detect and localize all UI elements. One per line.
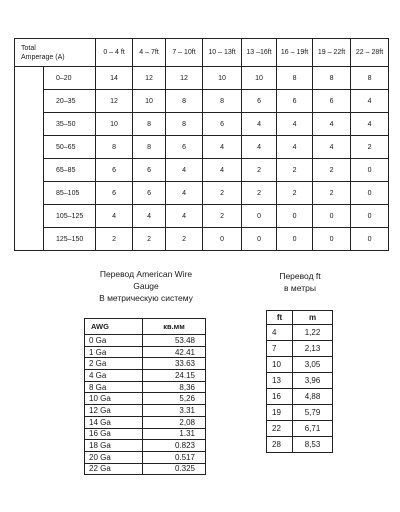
- row-indent-cell: [15, 159, 44, 182]
- feet-value-cell: 19: [267, 405, 293, 421]
- table-row: [85, 416, 206, 428]
- row-indent-cell: [15, 205, 44, 228]
- meters-value-cell: 8,53: [293, 437, 333, 453]
- gauge-value-cell: 8: [96, 136, 133, 159]
- table-row: [85, 405, 206, 417]
- column-header: 16 – 19ft: [277, 39, 313, 67]
- table-row: [267, 373, 333, 389]
- gauge-value-cell: 8: [203, 90, 242, 113]
- amperage-range-cell: 35–50: [44, 113, 96, 136]
- awg-gauge-cell: 1 Ga: [85, 346, 143, 358]
- gauge-value-cell: 4: [166, 182, 203, 205]
- gauge-value-cell: 0: [313, 228, 351, 251]
- awg-gauge-cell: 2 Ga: [85, 358, 143, 370]
- gauge-value-cell: 8: [133, 136, 166, 159]
- sq-mm-value-cell: 1.31: [143, 428, 206, 440]
- awg-gauge-cell: 18 Ga: [85, 440, 143, 452]
- awg-title-line1: Перевод American Wire: [99, 269, 193, 279]
- sq-mm-value-cell: 3.31: [143, 405, 206, 417]
- feet-value-cell: 22: [267, 421, 293, 437]
- sq-mm-value-cell: 0.823: [143, 440, 206, 452]
- gauge-value-cell: 8: [277, 67, 313, 90]
- table-row: [15, 182, 389, 205]
- table-row: [267, 421, 333, 437]
- awg-column-header: AWG: [85, 319, 143, 335]
- gauge-value-cell: 4: [277, 136, 313, 159]
- gauge-value-cell: 0: [277, 205, 313, 228]
- gauge-value-cell: 4: [351, 90, 389, 113]
- gauge-value-cell: 0: [351, 228, 389, 251]
- sq-mm-value-cell: 5,26: [143, 393, 206, 405]
- meters-value-cell: 6,71: [293, 421, 333, 437]
- gauge-value-cell: 10: [133, 90, 166, 113]
- table-row: [267, 341, 333, 357]
- gauge-value-cell: 4: [166, 159, 203, 182]
- table-row: [15, 205, 389, 228]
- gauge-value-cell: 6: [133, 182, 166, 205]
- table-row: [267, 357, 333, 373]
- gauge-value-cell: 2: [203, 205, 242, 228]
- amperage-range-cell: 65–85: [44, 159, 96, 182]
- column-header: 13 –16ft: [242, 39, 277, 67]
- table-row: [85, 358, 206, 370]
- awg-title-line3: В метрическую систему: [99, 293, 193, 303]
- meters-value-cell: 5,79: [293, 405, 333, 421]
- meters-value-cell: 1,22: [293, 325, 333, 341]
- feet-value-cell: 28: [267, 437, 293, 453]
- table-row: [15, 90, 389, 113]
- sq-mm-value-cell: 2,08: [143, 416, 206, 428]
- gauge-value-cell: 4: [313, 136, 351, 159]
- row-indent-cell: [15, 67, 44, 90]
- gauge-value-cell: 2: [203, 182, 242, 205]
- gauge-value-cell: 4: [133, 205, 166, 228]
- gauge-value-cell: 10: [96, 113, 133, 136]
- gauge-value-cell: 6: [242, 90, 277, 113]
- gauge-value-cell: 4: [351, 113, 389, 136]
- amperage-range-cell: 50–65: [44, 136, 96, 159]
- column-header: 22 – 28ft: [351, 39, 389, 67]
- row-indent-cell: [15, 136, 44, 159]
- amperage-header-line1: Total: [21, 44, 36, 52]
- amperage-range-cell: 105–125: [44, 205, 96, 228]
- gauge-value-cell: 14: [96, 67, 133, 90]
- awg-conversion-title: [84, 268, 208, 304]
- amperage-gauge-table: [14, 38, 389, 251]
- gauge-value-cell: 2: [277, 159, 313, 182]
- table-row: [85, 440, 206, 452]
- gauge-value-cell: 12: [96, 90, 133, 113]
- table-row: [85, 451, 206, 463]
- feet-value-cell: 10: [267, 357, 293, 373]
- gauge-value-cell: 6: [133, 159, 166, 182]
- gauge-value-cell: 6: [203, 113, 242, 136]
- gauge-value-cell: 8: [166, 113, 203, 136]
- amperage-range-cell: 125–150: [44, 228, 96, 251]
- gauge-value-cell: 6: [96, 159, 133, 182]
- gauge-value-cell: 8: [313, 67, 351, 90]
- awg-gauge-cell: 20 Ga: [85, 451, 143, 463]
- table-row: [85, 463, 206, 475]
- row-indent-cell: [15, 182, 44, 205]
- gauge-value-cell: 0: [351, 182, 389, 205]
- meters-value-cell: 4,88: [293, 389, 333, 405]
- feet-value-cell: 16: [267, 389, 293, 405]
- amperage-range-cell: 85–105: [44, 182, 96, 205]
- gauge-value-cell: 8: [351, 67, 389, 90]
- table-row: [267, 437, 333, 453]
- gauge-value-cell: 0: [203, 228, 242, 251]
- gauge-value-cell: 0: [242, 228, 277, 251]
- gauge-value-cell: 0: [351, 159, 389, 182]
- sq-mm-column-header: кв.мм: [143, 319, 206, 335]
- gauge-value-cell: 0: [351, 205, 389, 228]
- awg-gauge-cell: 14 Ga: [85, 416, 143, 428]
- table-row: [85, 381, 206, 393]
- sq-mm-value-cell: 0.325: [143, 463, 206, 475]
- gauge-value-cell: 0: [277, 228, 313, 251]
- table-row: [85, 428, 206, 440]
- sq-mm-value-cell: 0.517: [143, 451, 206, 463]
- awg-gauge-cell: 16 Ga: [85, 428, 143, 440]
- gauge-value-cell: 4: [242, 113, 277, 136]
- feet-value-cell: 13: [267, 373, 293, 389]
- gauge-value-cell: 0: [313, 205, 351, 228]
- gauge-value-cell: 2: [242, 159, 277, 182]
- awg-title-line2: Gauge: [133, 281, 159, 291]
- gauge-value-cell: 4: [203, 159, 242, 182]
- ft-column-header: ft: [267, 311, 293, 325]
- gauge-value-cell: 6: [96, 182, 133, 205]
- row-indent-cell: [15, 113, 44, 136]
- column-header: 4 – 7ft: [133, 39, 166, 67]
- feet-value-cell: 4: [267, 325, 293, 341]
- awg-gauge-cell: 10 Ga: [85, 393, 143, 405]
- table-row: [15, 159, 389, 182]
- table-row: [267, 325, 333, 341]
- table-header-row: [15, 39, 389, 67]
- table-row: [15, 136, 389, 159]
- gauge-value-cell: 12: [166, 67, 203, 90]
- gauge-value-cell: 10: [242, 67, 277, 90]
- gauge-value-cell: 4: [242, 136, 277, 159]
- gauge-value-cell: 4: [166, 205, 203, 228]
- awg-gauge-cell: 22 Ga: [85, 463, 143, 475]
- awg-conversion-table: [84, 318, 206, 475]
- m-column-header: m: [293, 311, 333, 325]
- sq-mm-value-cell: 24.15: [143, 370, 206, 382]
- table-row: [85, 393, 206, 405]
- amperage-range-cell: 0–20: [44, 67, 96, 90]
- gauge-value-cell: 4: [203, 136, 242, 159]
- gauge-value-cell: 6: [166, 136, 203, 159]
- gauge-value-cell: 2: [277, 182, 313, 205]
- feet-conversion-title: [262, 270, 338, 294]
- column-header: 19 – 22ft: [313, 39, 351, 67]
- gauge-value-cell: 2: [242, 182, 277, 205]
- feet-title-line2: в метры: [284, 283, 316, 293]
- table-row: [85, 370, 206, 382]
- row-indent-cell: [15, 228, 44, 251]
- gauge-value-cell: 2: [313, 182, 351, 205]
- sq-mm-value-cell: 8,36: [143, 381, 206, 393]
- table-row: [267, 389, 333, 405]
- gauge-value-cell: 0: [242, 205, 277, 228]
- column-header: 7 – 10ft: [166, 39, 203, 67]
- feet-value-cell: 7: [267, 341, 293, 357]
- sq-mm-value-cell: 33.63: [143, 358, 206, 370]
- awg-gauge-cell: 8 Ga: [85, 381, 143, 393]
- table-header-row: [85, 319, 206, 335]
- gauge-value-cell: 4: [277, 113, 313, 136]
- gauge-value-cell: 4: [313, 113, 351, 136]
- table-row: [85, 335, 206, 347]
- gauge-value-cell: 6: [313, 90, 351, 113]
- gauge-value-cell: 2: [96, 228, 133, 251]
- gauge-value-cell: 2: [166, 228, 203, 251]
- gauge-value-cell: 10: [203, 67, 242, 90]
- table-row: [267, 405, 333, 421]
- meters-value-cell: 3,05: [293, 357, 333, 373]
- gauge-value-cell: 8: [166, 90, 203, 113]
- column-header: 10 – 13ft: [203, 39, 242, 67]
- row-indent-cell: [15, 90, 44, 113]
- meters-value-cell: 3,96: [293, 373, 333, 389]
- gauge-value-cell: 6: [277, 90, 313, 113]
- gauge-value-cell: 4: [96, 205, 133, 228]
- gauge-value-cell: 2: [351, 136, 389, 159]
- table-row: [85, 346, 206, 358]
- amperage-range-cell: 20–35: [44, 90, 96, 113]
- gauge-value-cell: 12: [133, 67, 166, 90]
- amperage-header-line2: Amperage (A): [21, 53, 65, 61]
- sq-mm-value-cell: 53.48: [143, 335, 206, 347]
- table-row: [15, 67, 389, 90]
- feet-conversion-table: [266, 310, 333, 453]
- awg-gauge-cell: 12 Ga: [85, 405, 143, 417]
- awg-gauge-cell: 4 Ga: [85, 370, 143, 382]
- feet-title-line1: Перевод ft: [279, 271, 321, 281]
- awg-gauge-cell: 0 Ga: [85, 335, 143, 347]
- meters-value-cell: 2,13: [293, 341, 333, 357]
- table-header-row: [267, 311, 333, 325]
- table-row: [15, 113, 389, 136]
- sq-mm-value-cell: 42.41: [143, 346, 206, 358]
- amperage-header-cell: [15, 39, 96, 67]
- gauge-value-cell: 8: [133, 113, 166, 136]
- gauge-value-cell: 2: [313, 159, 351, 182]
- table-row: [15, 228, 389, 251]
- column-header: 0 – 4 ft: [96, 39, 133, 67]
- gauge-value-cell: 2: [133, 228, 166, 251]
